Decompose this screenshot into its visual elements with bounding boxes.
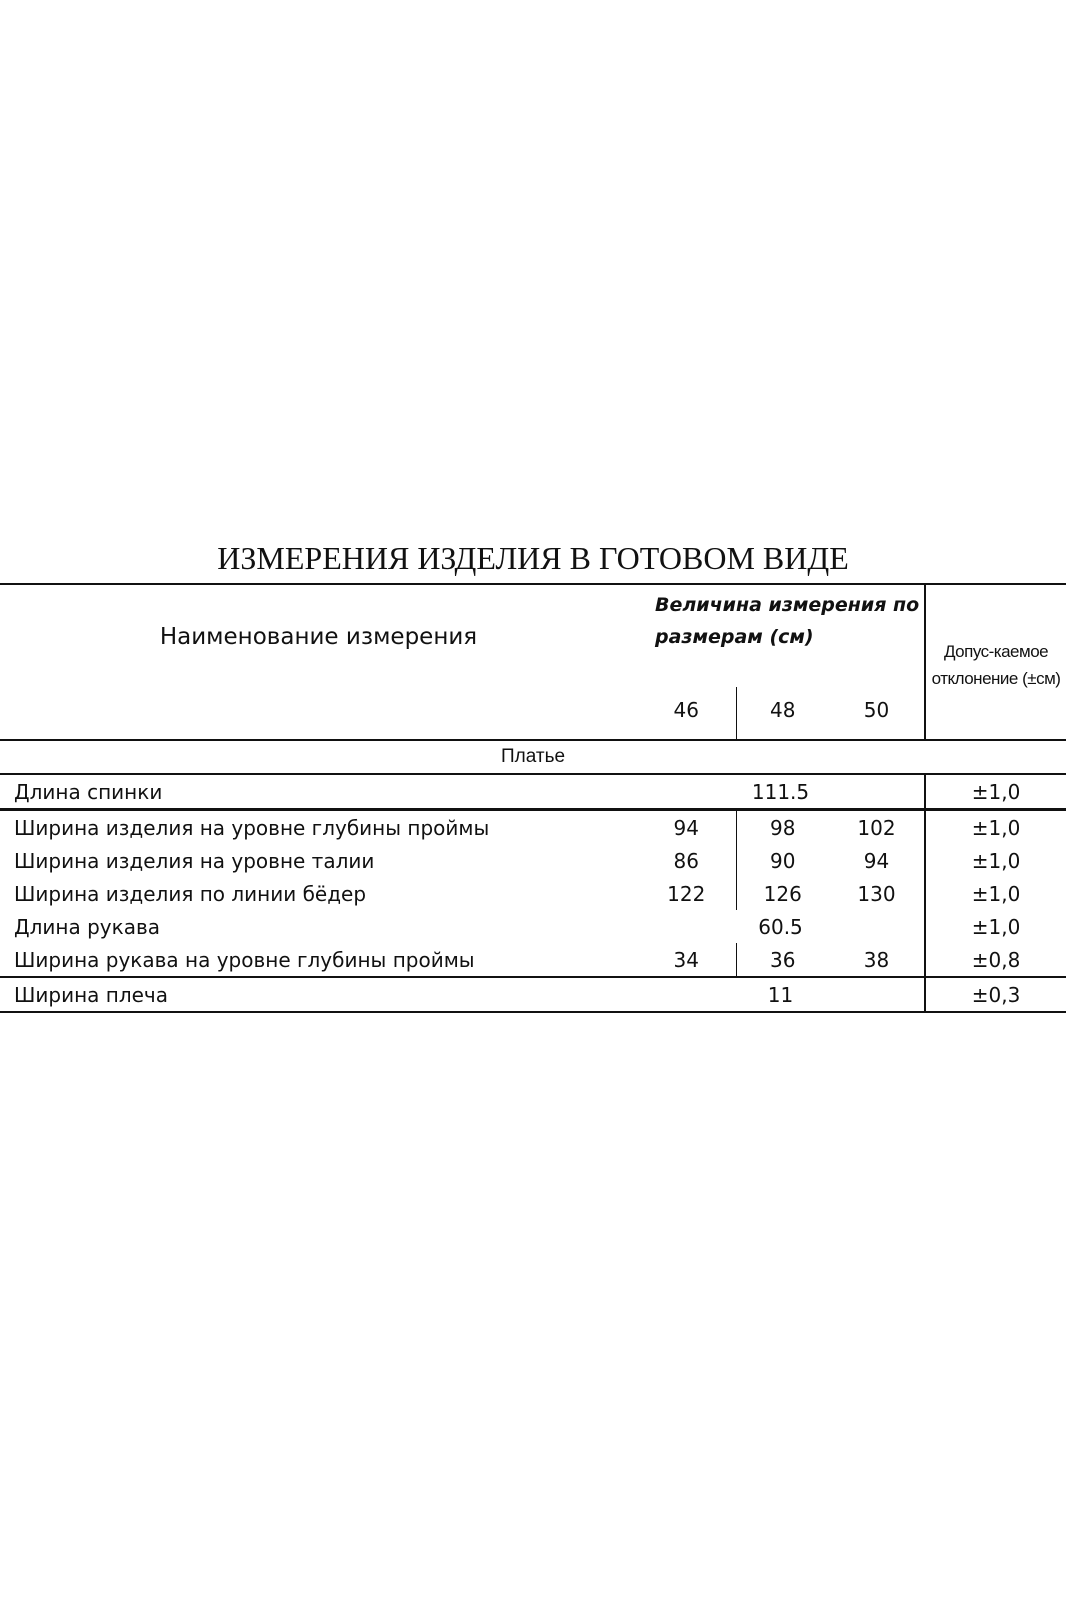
- row-tolerance: ±1,0: [925, 844, 1066, 877]
- row-common-value: 11: [637, 977, 925, 1012]
- row-value-46: 86: [673, 848, 699, 873]
- table-row: [0, 810, 1066, 845]
- document-title: ИЗМЕРЕНИЯ ИЗДЕЛИЯ В ГОТОВОМ ВИДЕ: [217, 540, 849, 576]
- table-row: [0, 943, 1066, 977]
- row-value-50: 102: [857, 815, 896, 840]
- row-tolerance: ±1,0: [925, 910, 1066, 943]
- row-name: Ширина изделия на уровне глубины проймы: [0, 810, 637, 845]
- row-value-50: 38: [829, 943, 925, 977]
- table-row: [0, 977, 1066, 1012]
- row-value-46: 34: [637, 943, 736, 977]
- row-value-46: 94: [673, 815, 699, 840]
- table-row: [0, 774, 1066, 810]
- row-value-46: 122: [667, 881, 706, 906]
- table-row: [0, 844, 1066, 877]
- header-measurement-name: Наименование измерения: [0, 584, 637, 740]
- row-name: Ширина плеча: [0, 977, 637, 1012]
- table-row: [0, 910, 1066, 943]
- row-value-50: 130: [857, 881, 896, 906]
- section-label: Платье: [0, 740, 1066, 774]
- row-tolerance: ±1,0: [925, 810, 1066, 845]
- table-row: [0, 877, 1066, 910]
- row-tolerance: ±0,3: [925, 977, 1066, 1012]
- row-name: Ширина изделия на уровне талии: [0, 844, 637, 877]
- header-tolerance: Допус-каемое отклонение (±см): [925, 584, 1066, 740]
- row-tolerance: ±1,0: [925, 774, 1066, 810]
- row-name: Длина рукава: [0, 910, 637, 943]
- row-tolerance: ±1,0: [925, 877, 1066, 910]
- header-size-50: 50: [829, 687, 925, 740]
- measurements-table: [0, 583, 1066, 1013]
- row-value-48: 90: [736, 844, 829, 877]
- row-value-48: 98: [736, 810, 829, 845]
- row-value-48: 36: [736, 943, 829, 977]
- header-size-48: 48: [736, 687, 829, 740]
- row-name: Ширина рукава на уровне глубины проймы: [0, 943, 637, 977]
- row-common-value: 60.5: [758, 914, 803, 939]
- row-value-48: 126: [736, 877, 829, 910]
- header-size-46: 46: [637, 687, 736, 740]
- row-value-50: 94: [863, 848, 890, 873]
- row-tolerance: ±0,8: [925, 943, 1066, 977]
- row-name: Длина спинки: [0, 774, 637, 810]
- row-name: Ширина изделия по линии бёдер: [0, 877, 637, 910]
- row-common-value: 111.5: [637, 774, 925, 810]
- header-measurement-value: Величина измерения по размерам (см): [637, 584, 925, 687]
